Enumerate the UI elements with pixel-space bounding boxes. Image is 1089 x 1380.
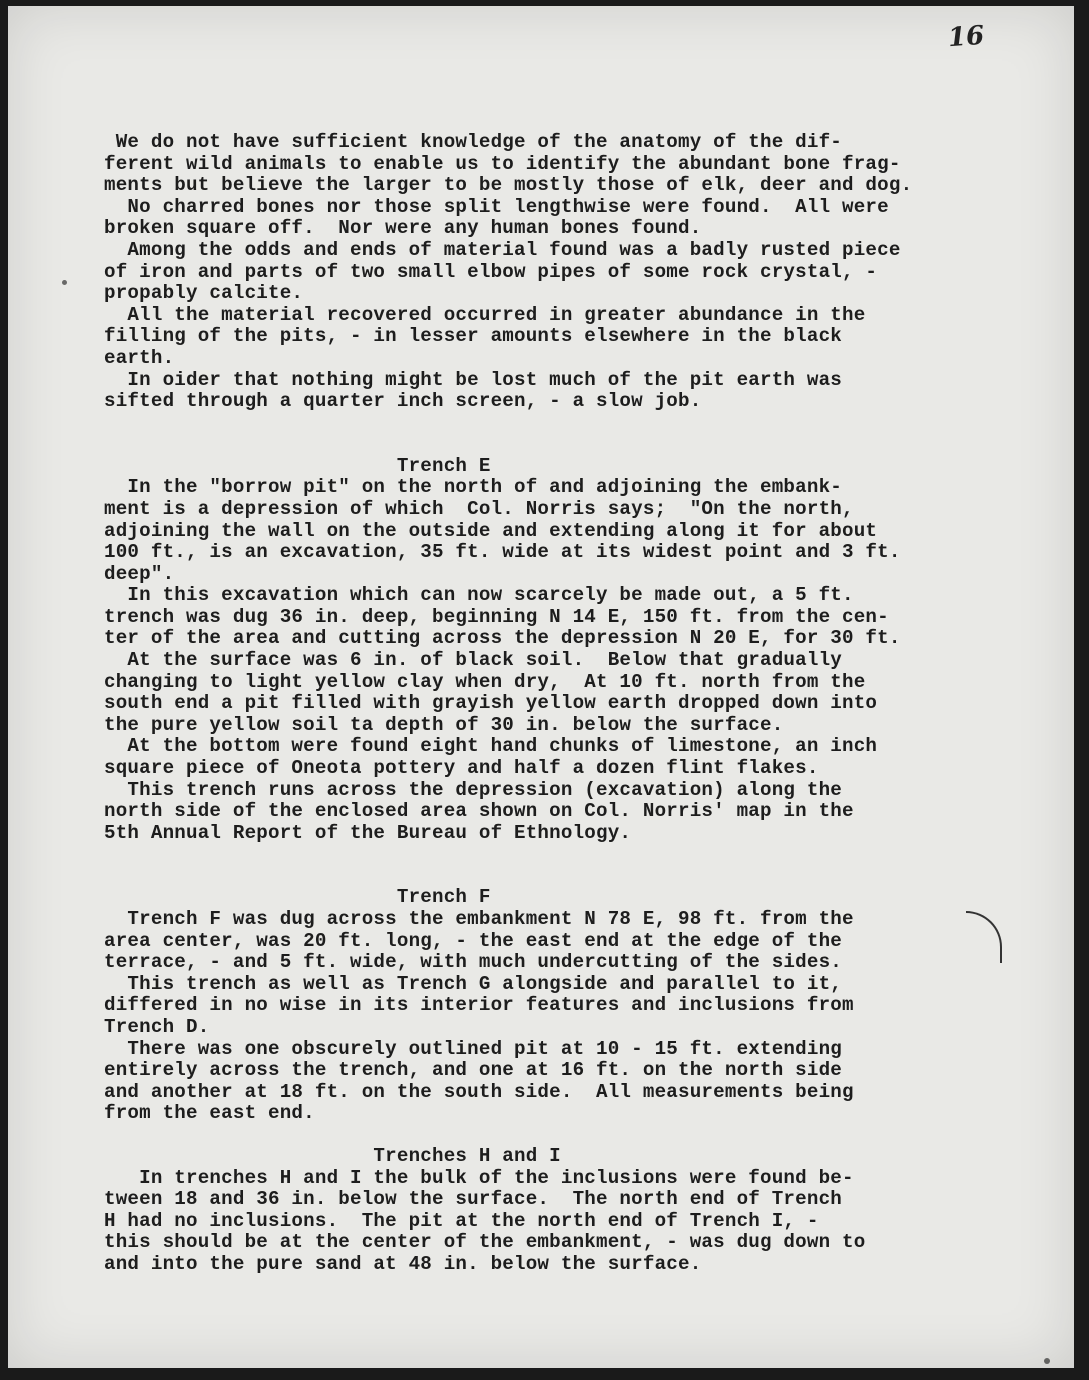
text-line: and into the pure sand at 48 in. below the surface. <box>104 1252 702 1275</box>
text-line: Among the odds and ends of material found was a badly rusted piece <box>104 238 901 261</box>
text-line: At the surface was 6 in. of black soil. Below that gradually <box>104 649 843 672</box>
text-line: In oider that nothing might be lost much of the pit earth was <box>104 368 843 391</box>
text-line: ment is a depression of which Col. Norris says; "On the north, <box>104 497 854 520</box>
text-line: sifted through a quarter inch screen, - a slow job. <box>104 390 702 413</box>
text-line: There was one obscurely outlined pit at 10 - 15 ft. extending <box>104 1037 843 1060</box>
text-line: In this excavation which can now scarcely be made out, a 5 ft. <box>104 584 854 607</box>
text-line: broken square off. Nor were any human bones found. <box>104 217 702 240</box>
text-line: the pure yellow soil ta depth of 30 in. below the surface. <box>104 713 784 736</box>
text-line: Trench F was dug across the embankment N 78 E, 98 ft. from the <box>104 908 854 930</box>
text-line: This trench runs across the depression (excavation) along the <box>104 778 843 801</box>
text-line: No charred bones nor those split lengthwise were found. All were <box>104 195 889 218</box>
text-line: We do not have sufficient knowledge of the anatomy of the dif- <box>104 131 843 153</box>
text-line: In the "borrow pit" on the north of and adjoining the embank- <box>104 476 843 499</box>
page-number: 16 <box>946 20 986 54</box>
text-line: area center, was 20 ft. long, - the east end at the edge of the <box>104 929 843 952</box>
text-line: differed in no wise in its interior features and inclusions from <box>104 994 854 1017</box>
document-body <box>104 132 1024 1276</box>
text-line: adjoining the wall on the outside and extending along it for about <box>104 519 878 542</box>
text-line: 5th Annual Report of the Bureau of Ethnology. <box>104 821 632 844</box>
text-line: This trench as well as Trench G alongside and parallel to it, <box>104 972 843 995</box>
text-line: entirely across the trench, and one at 16 ft. on the north side <box>104 1059 843 1082</box>
ink-mark <box>62 280 67 285</box>
text-line: ter of the area and cutting across the depression N 20 E, for 30 ft. <box>104 627 901 650</box>
section-heading: Trench D. <box>104 1015 210 1038</box>
document-page <box>8 6 1074 1368</box>
text-line: earth. <box>104 346 175 369</box>
text-line: and another at 18 ft. on the south side. All measurements being <box>104 1080 854 1103</box>
text-line: this should be at the center of the embankment, - was dug down to <box>104 1231 866 1254</box>
section-heading: Trenches H and I <box>104 1144 561 1167</box>
text-line: changing to light yellow clay when dry, At 10 ft. north from the <box>104 670 866 693</box>
text-line: All the material recovered occurred in greater abundance in the <box>104 303 866 326</box>
text-line: filling of the pits, - in lesser amounts elsewhere in the black <box>104 325 843 348</box>
text-line: terrace, - and 5 ft. wide, with much undercutting of the sides. <box>104 951 843 974</box>
text-line: H had no inclusions. The pit at the north end of Trench I, - <box>104 1209 819 1232</box>
text-line: from the east end. <box>104 1102 315 1125</box>
text-line: In trenches H and I the bulk of the inclusions were found be- <box>104 1166 854 1189</box>
text-line: north side of the enclosed area shown on Col. Norris' map in the <box>104 800 854 823</box>
section-heading: Trench E <box>104 454 491 477</box>
text-line: of iron and parts of two small elbow pipes of some rock crystal, - <box>104 260 878 283</box>
text-line: trench was dug 36 in. deep, beginning N 14 E, 150 ft. from the cen- <box>104 605 889 628</box>
ink-mark <box>1044 1358 1050 1364</box>
text-line: ments but believe the larger to be mostly those of elk, deer and dog. <box>104 174 913 197</box>
text-line: square piece of Oneota pottery and half a dozen flint flakes. <box>104 757 819 780</box>
text-line: ferent wild animals to enable us to identify the abundant bone frag- <box>104 152 901 175</box>
text-line: deep". <box>104 562 175 585</box>
text-line: tween 18 and 36 in. below the surface. The north end of Trench <box>104 1188 843 1211</box>
text-line: propably calcite. <box>104 282 304 305</box>
text-line: 100 ft., is an excavation, 35 ft. wide at its widest point and 3 ft. <box>104 541 901 564</box>
text-line: south end a pit filled with grayish yellow earth dropped down into <box>104 692 878 715</box>
section-heading: Trench F <box>104 886 491 909</box>
text-line: At the bottom were found eight hand chunks of limestone, an inch <box>104 735 878 758</box>
